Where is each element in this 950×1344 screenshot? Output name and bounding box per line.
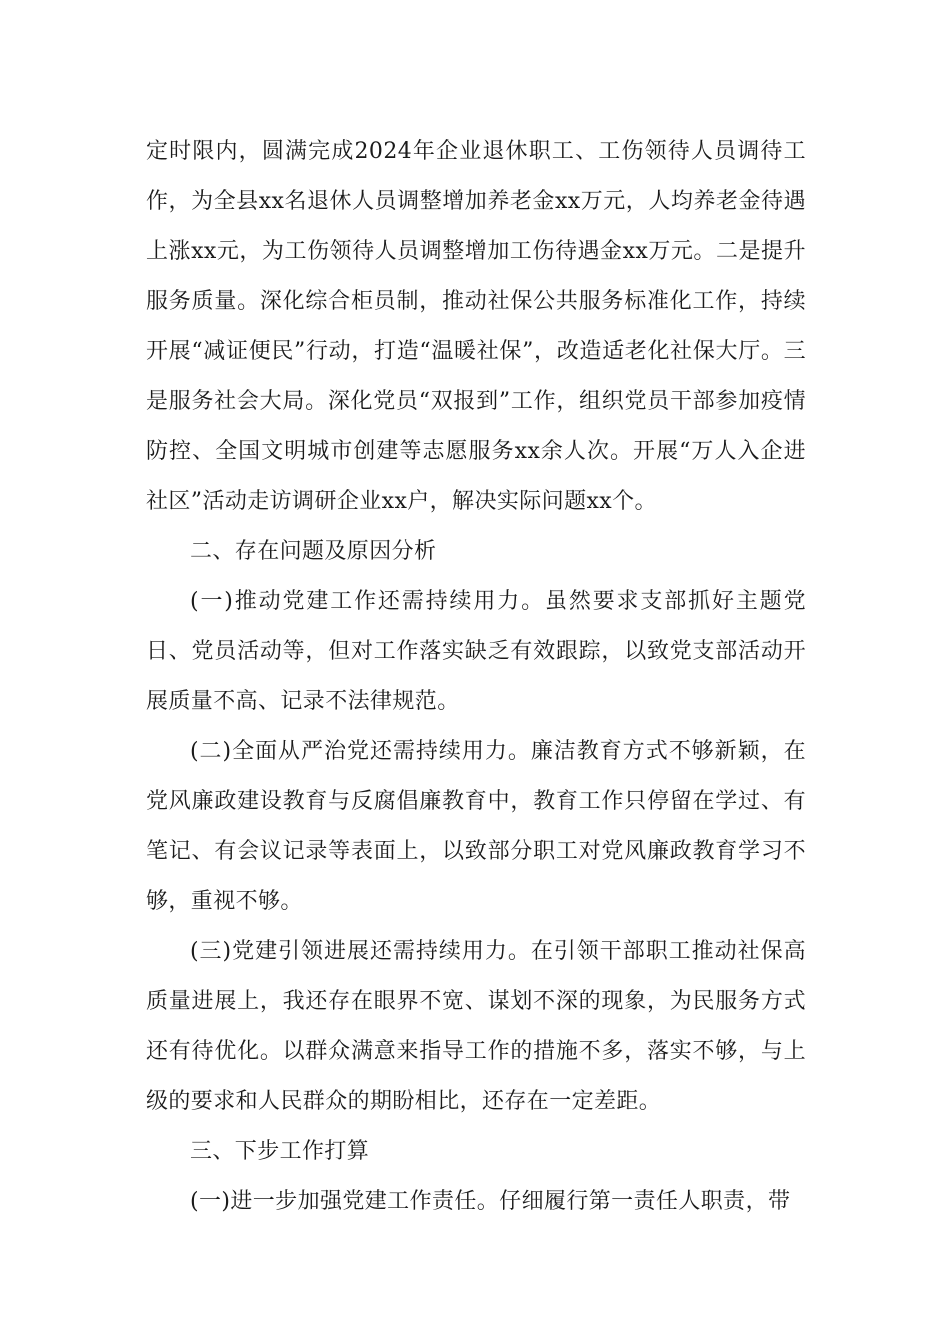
paragraph-continuation: 定时限内，圆满完成2024年企业退休职工、工伤领待人员调待工作，为全县xx名退休人员调整增加养老金xx万元，人均养老金待遇上涨xx元，为工伤领待人员调整增加工伤待遇金xx万元。二是提升服务质量。深化综合柜员制，推动社保公共服务标准化工作，持续开展“减证便民”行动，打造“温暖社保”，改造适老化社保大厅。三是服务社会大局。深化党员“双报到”工作，组织党员干部参加疫情防控、全国文明城市创建等志愿服务xx余人次。开展“万人入企进社区”活动走访调研企业xx户，解决实际问题xx个。 bbox=[146, 139, 806, 514]
paragraph-problem-3: (三)党建引领进展还需持续用力。在引领干部职工推动社保高质量进展上，我还存在眼界不宽、谋划不深的现象，为民服务方式还有待优化。以群众满意来指导工作的措施不多，落实不够，与上级的要求和人民群众的期盼相比，还存在一定差距。 bbox=[146, 939, 806, 1114]
paragraph-next-step-1: (一)进一步加强党建工作责任。仔细履行第一责任人职责，带 bbox=[190, 1189, 791, 1214]
paragraph-problem-2: (二)全面从严治党还需持续用力。廉洁教育方式不够新颖，在党风廉政建设教育与反腐倡廉教育中，教育工作只停留在学过、有笔记、有会议记录等表面上，以致部分职工对党风廉政教育学习不够，重视不够。 bbox=[146, 739, 806, 914]
section-heading-problems: 二、存在问题及原因分析 bbox=[190, 539, 437, 564]
document-body bbox=[146, 127, 806, 1227]
section-heading-next-steps: 三、下步工作打算 bbox=[190, 1139, 370, 1164]
paragraph-problem-1: (一)推动党建工作还需持续用力。虽然要求支部抓好主题党日、党员活动等，但对工作落实缺乏有效跟踪，以致党支部活动开展质量不高、记录不法律规范。 bbox=[146, 589, 806, 714]
